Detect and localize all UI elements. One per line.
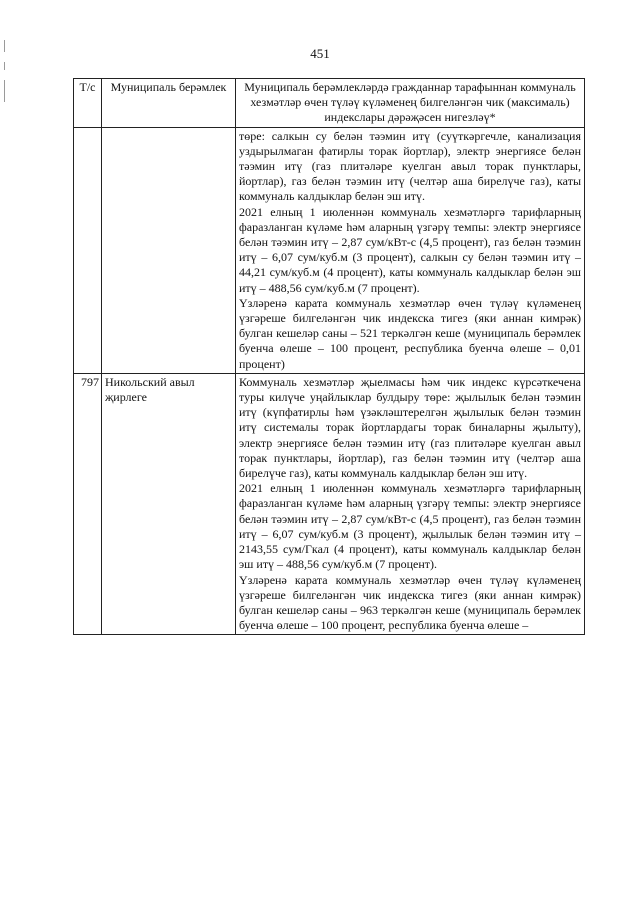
row-justification xyxy=(236,127,585,373)
table-row xyxy=(74,373,585,634)
paragraph: Үзләренә карата коммуналь хезмәтләр өчен түләү күләменең үзгәреше билгеләнгән чик индекска тигез (яки аннан кимрәк) булган кешеләр саны – 521 теркәлгән кеше (муниципаль берәмлек буенча өлеше – 100 процент, республика буенча өлеше – 0,01 процент) xyxy=(239,295,581,371)
row-municipality xyxy=(102,127,236,373)
row-number xyxy=(74,127,102,373)
paragraph: Үзләренә карата коммуналь хезмәтләр өчен түләү күләменең үзгәреше билгеләнгән чик индекска тигез (яки аннан кимрәк) булган кешеләр саны – 963 теркәлгән кеше (муниципаль берәмлек буенча өлеше – 100 процент, республика буенча өлеше – xyxy=(239,572,581,633)
row-justification xyxy=(236,373,585,634)
page-number: 451 xyxy=(310,46,330,61)
paragraph: Коммуналь хезмәтләр җыелмасы һәм чик индекс күрсәткечена туры килүче уңайлыклар булдыру төре: җылылык белән тәэмин итү (күпфатирлы һәм үзәкләштерелгән җылылык белән тәэмин итү системалы торак йортлардагы торак биналарны җылыту), электр энергиясе белән тәэмин итү (газ плитәләре куелган авыл торак пунктлары, йортлар), газ белән тәэмин итү (челтәр аша бирелүче газ), каты коммуналь калдыклар белән эш итү. xyxy=(239,374,581,481)
row-municipality: Никольский авыл җирлеге xyxy=(102,373,236,634)
paragraph: төре: салкын су белән тәэмин итү (суүткәргечле, канализация уздырылмаган фатирлы торак йортлар), электр энергиясе белән тәэмин итү (газ плитәләре куелган авыл торак пунктлары, йортлар), газ белән тәэмин итү (челтәр аша бирелүче газ), каты коммуналь калдыклар белән эш итү. xyxy=(239,128,581,204)
paragraph: 2021 елның 1 июленнән коммуналь хезмәтләргә тарифларның фаразланган күләме һәм аларның үзгәрү темпы: электр энергиясе белән тәэмин итү – 2,87 сум/кВт-с (4,5 процент), газ белән тәэмин итү – 6,07 сум/куб.м (3 процент), җылылык белән тәэмин итү – 2143,55 сум/Гкал (4 процент), каты коммуналь калдыклар белән эш итү – 488,56 сум/куб.м (7 процент). xyxy=(239,481,581,572)
margin-mark xyxy=(4,80,5,102)
row-number: 797 xyxy=(74,373,102,634)
table-header-row xyxy=(74,79,585,128)
table-row xyxy=(74,127,585,373)
header-municipality: Муниципаль берәмлек xyxy=(102,79,236,128)
paragraph: 2021 елның 1 июленнән коммуналь хезмәтләргә тарифларның фаразланган күләме һәм аларның үзгәрү темпы: электр энергиясе белән тәэмин итү – 2,87 сум/кВт-с (4,5 процент), газ белән тәэмин итү – 6,07 сум/куб.м (3 процент), салкын су белән тәэмин итү – 44,21 сум/куб.м (4 процент), каты коммуналь калдыклар белән эш итү – 488,56 сум/куб.м (7 процент). xyxy=(239,204,581,295)
header-justification: Муниципаль берәмлекләрдә гражданнар тарафыннан коммуналь хезмәтләр өчен түләү күләменең билгеләнгән чик (максималь) индекслары дәрәҗәсен нигезләү* xyxy=(236,79,585,128)
header-number: Т/с xyxy=(74,79,102,128)
municipal-index-table xyxy=(73,78,585,635)
margin-mark xyxy=(4,62,5,70)
